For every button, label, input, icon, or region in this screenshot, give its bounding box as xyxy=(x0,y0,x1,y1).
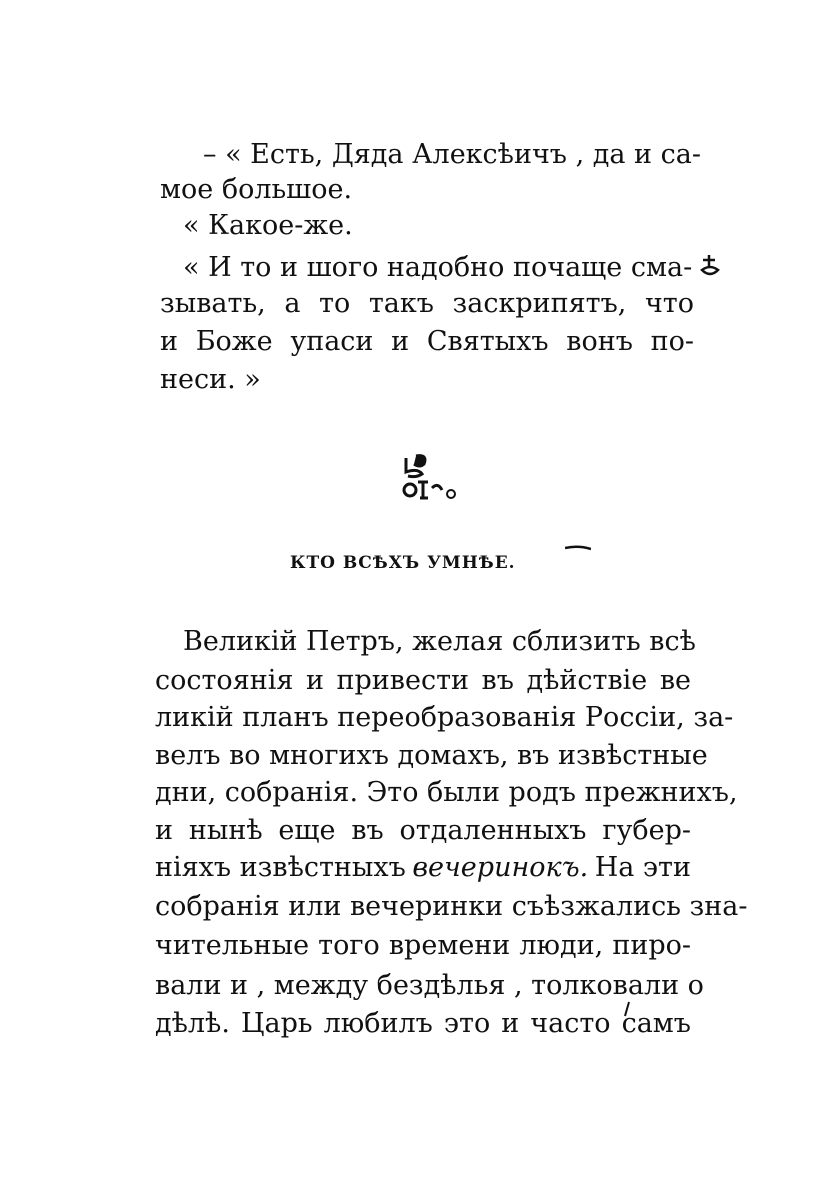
dialogue-line-2: мое большое. xyxy=(160,174,353,205)
story-line-4: велъ во многихъ домахъ, въ извѣстные xyxy=(155,740,708,771)
section-ornament xyxy=(398,452,458,504)
margin-ink-mark xyxy=(697,252,723,284)
story-line-11: дѣлѣ. Царь любилъ это и часто самъ xyxy=(155,1008,691,1039)
story-line-3: ликій планъ переобразованія Россіи, за- xyxy=(155,702,734,733)
dialogue-line-5: зывать, а то такъ заскрипятъ, что xyxy=(160,288,694,319)
heading-dash-mark xyxy=(565,545,591,551)
story-line-7-end: На эти xyxy=(594,852,691,883)
story-line-2: состоянія и привести въ дѣйствіе ве xyxy=(155,665,691,696)
story-line-10: вали и , между бездѣлья , толковали о xyxy=(155,970,704,1001)
story-line-1: Великій Петръ, желая сблизить всѣ xyxy=(183,626,696,657)
story-italic-word: вечеринокъ. xyxy=(412,852,589,883)
story-line-6: и нынѣ еще въ отдаленныхъ губер- xyxy=(155,815,691,846)
ink-tick-mark xyxy=(622,1001,632,1017)
story-line-8: собранія или вечеринки съѣзжались зна- xyxy=(155,891,748,922)
story-heading: КТО ВСѢХЪ УМНѢЕ. xyxy=(290,553,516,573)
story-line-5: дни, собранія. Это были родъ прежнихъ, xyxy=(155,777,738,808)
dialogue-line-6: и Боже упаси и Святыхъ вонъ по- xyxy=(160,326,694,357)
story-line-7-start: ніяхъ извѣстныхъ xyxy=(155,852,406,883)
story-line-7 xyxy=(155,850,691,886)
dialogue-line-3: « Какое-же. xyxy=(183,210,353,241)
dialogue-line-7: неси. » xyxy=(160,364,261,395)
story-line-9: чительные того времени люди, пиро- xyxy=(155,930,691,961)
dialogue-line-4: « И то и шого надобно почаще сма- xyxy=(183,252,693,283)
dialogue-line-1: – « Есть, Дяда Алексѣичъ , да и са- xyxy=(203,139,701,170)
